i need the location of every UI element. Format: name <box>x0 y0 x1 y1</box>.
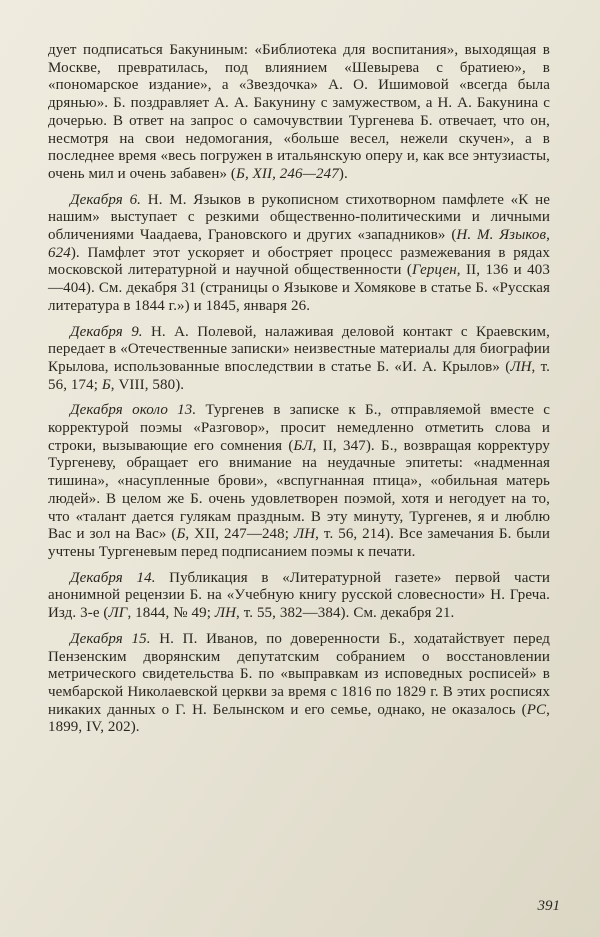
text-segment: II, 136 и 403—404). См. декабря 31 (страницы о Языкове и Хомякове в статье Б. «Русская литература в 1844 г.») и 1845, января 26. <box>48 262 550 314</box>
text-segment: , XII, 247—248; <box>185 526 294 543</box>
text-segment-italic: ЛН <box>214 605 237 622</box>
text-segment-italic: Декабря около 13. <box>70 402 197 419</box>
text-segment: , VIII, 580). <box>110 376 185 393</box>
text-segment-italic: ЛН <box>293 526 316 543</box>
paragraph <box>48 402 550 561</box>
text-segment: Н. М. Языков в рукописном стихотворном памфлете «К не нашим» выступает с резкими общественно-политическими и личными обличениями Чаадаева, Грановского и других «западников» ( <box>48 191 550 244</box>
text-segment: , т. 55, 382—384). См. декабря 21. <box>236 605 455 622</box>
text-segment: Публикация в «Литературной газете» первой части анонимной рецензии Б. на «Учебную книгу русской словесности» Н. Греча. Изд. 3-е ( <box>48 569 551 622</box>
text-segment: Тургенев в записке к Б., отправляемой вместе с корректурой поэмы «Разговор», просит немедленно отметить слова и строки, вызывающие его сомнения ( <box>48 402 550 454</box>
text-segment: дует подписаться Бакуниным: «Библиотека для воспитания», выходящая в Москве, превратилась, под влиянием «Шевырева с братиею», в «пономарское издание», а «Звездочка» А. О. Ишимовой «всегда была дрянью». Б. поздравляет А. А. Бакунину с замужеством, а Н. А. Бакунина с дочерью. В ответ на запрос о самочувствии Тургенева Б. отвечает, что он, несмотря на свои недомогания, «больше весел, нежели скучен», а в последнее время «весь погружен в итальянскую оперу и, как все энтузиасты, очень мил и очень забавен» ( <box>48 42 550 182</box>
text-segment: , 1899, IV, 202). <box>48 701 550 736</box>
text-segment-italic: Герцен, <box>411 262 461 279</box>
text-segment: ). Памфлет этот ускоряет и обостряет процесс размежевания в рядах московской литературной и научной общественности ( <box>48 244 550 279</box>
paragraph <box>48 192 550 316</box>
text-segment-italic: Декабря 6. <box>70 191 142 208</box>
paragraph <box>48 324 550 395</box>
text-segment: , 1844, № 49; <box>127 605 215 622</box>
text-segment: ). <box>338 165 348 182</box>
text-segment-italic: Декабря 14. <box>70 569 156 586</box>
text-segment-italic: ЛГ <box>108 605 128 622</box>
text-segment-italic: БЛ <box>293 437 313 454</box>
text-segment-italic: ЛН <box>510 358 532 375</box>
paragraph <box>48 631 550 737</box>
text-segment: , II, 347). Б., возвращая корректуру Тургеневу, обращает его внимание на неудачные эпитеты: «надменная тишина», «насупленные брови», «вспугнанная птица», «обильная матерь людей». В целом же Б. очень удовлетворен поэмой, хотя и негодует на то, что «талант дается гулякам праздным. В эту минуту, Тургенев, я и люблю Вас и зол на Вас» ( <box>48 437 550 543</box>
text-segment-italic: Б, XII, 246—247 <box>236 165 339 182</box>
paragraph <box>48 570 550 623</box>
paragraph <box>48 42 550 184</box>
text-segment: , т. 56, 214). Все замечания Б. были учтены Тургеневым перед подписанием поэмы к печати. <box>48 526 550 560</box>
text-segment-italic: РС <box>526 701 547 718</box>
text-segment-italic: Н. М. Языков, 624 <box>48 227 550 261</box>
text-segment-italic: Декабря 15. <box>70 630 151 647</box>
text-segment-italic: Декабря 9. <box>70 323 143 340</box>
text-segment: , т. 56, 174; <box>48 358 550 393</box>
text-segment-italic: Б <box>176 526 186 543</box>
text-block <box>48 42 550 737</box>
page-number: 391 <box>537 898 560 914</box>
text-segment: Н. А. Полевой, налаживая деловой контакт с Краевским, передает в «Отечественные записки» неизвестные материалы для биографии Крылова, использованные впоследствии в статье Б. «И. А. Крылов» ( <box>48 323 550 375</box>
text-segment-italic: Б <box>101 376 111 393</box>
text-segment: Н. П. Иванов, по доверенности Б., ходатайствует перед Пензенским дворянским депутатским собранием о восстановлении метрического свидетельства Б. по «выправкам из исповедных росписей» в чембарской Николаевской церкви за время с 1816 по 1829 г. В этих росписях никаких данных о Г. Н. Белынском и его семье, однако, не оказалось ( <box>48 630 550 718</box>
